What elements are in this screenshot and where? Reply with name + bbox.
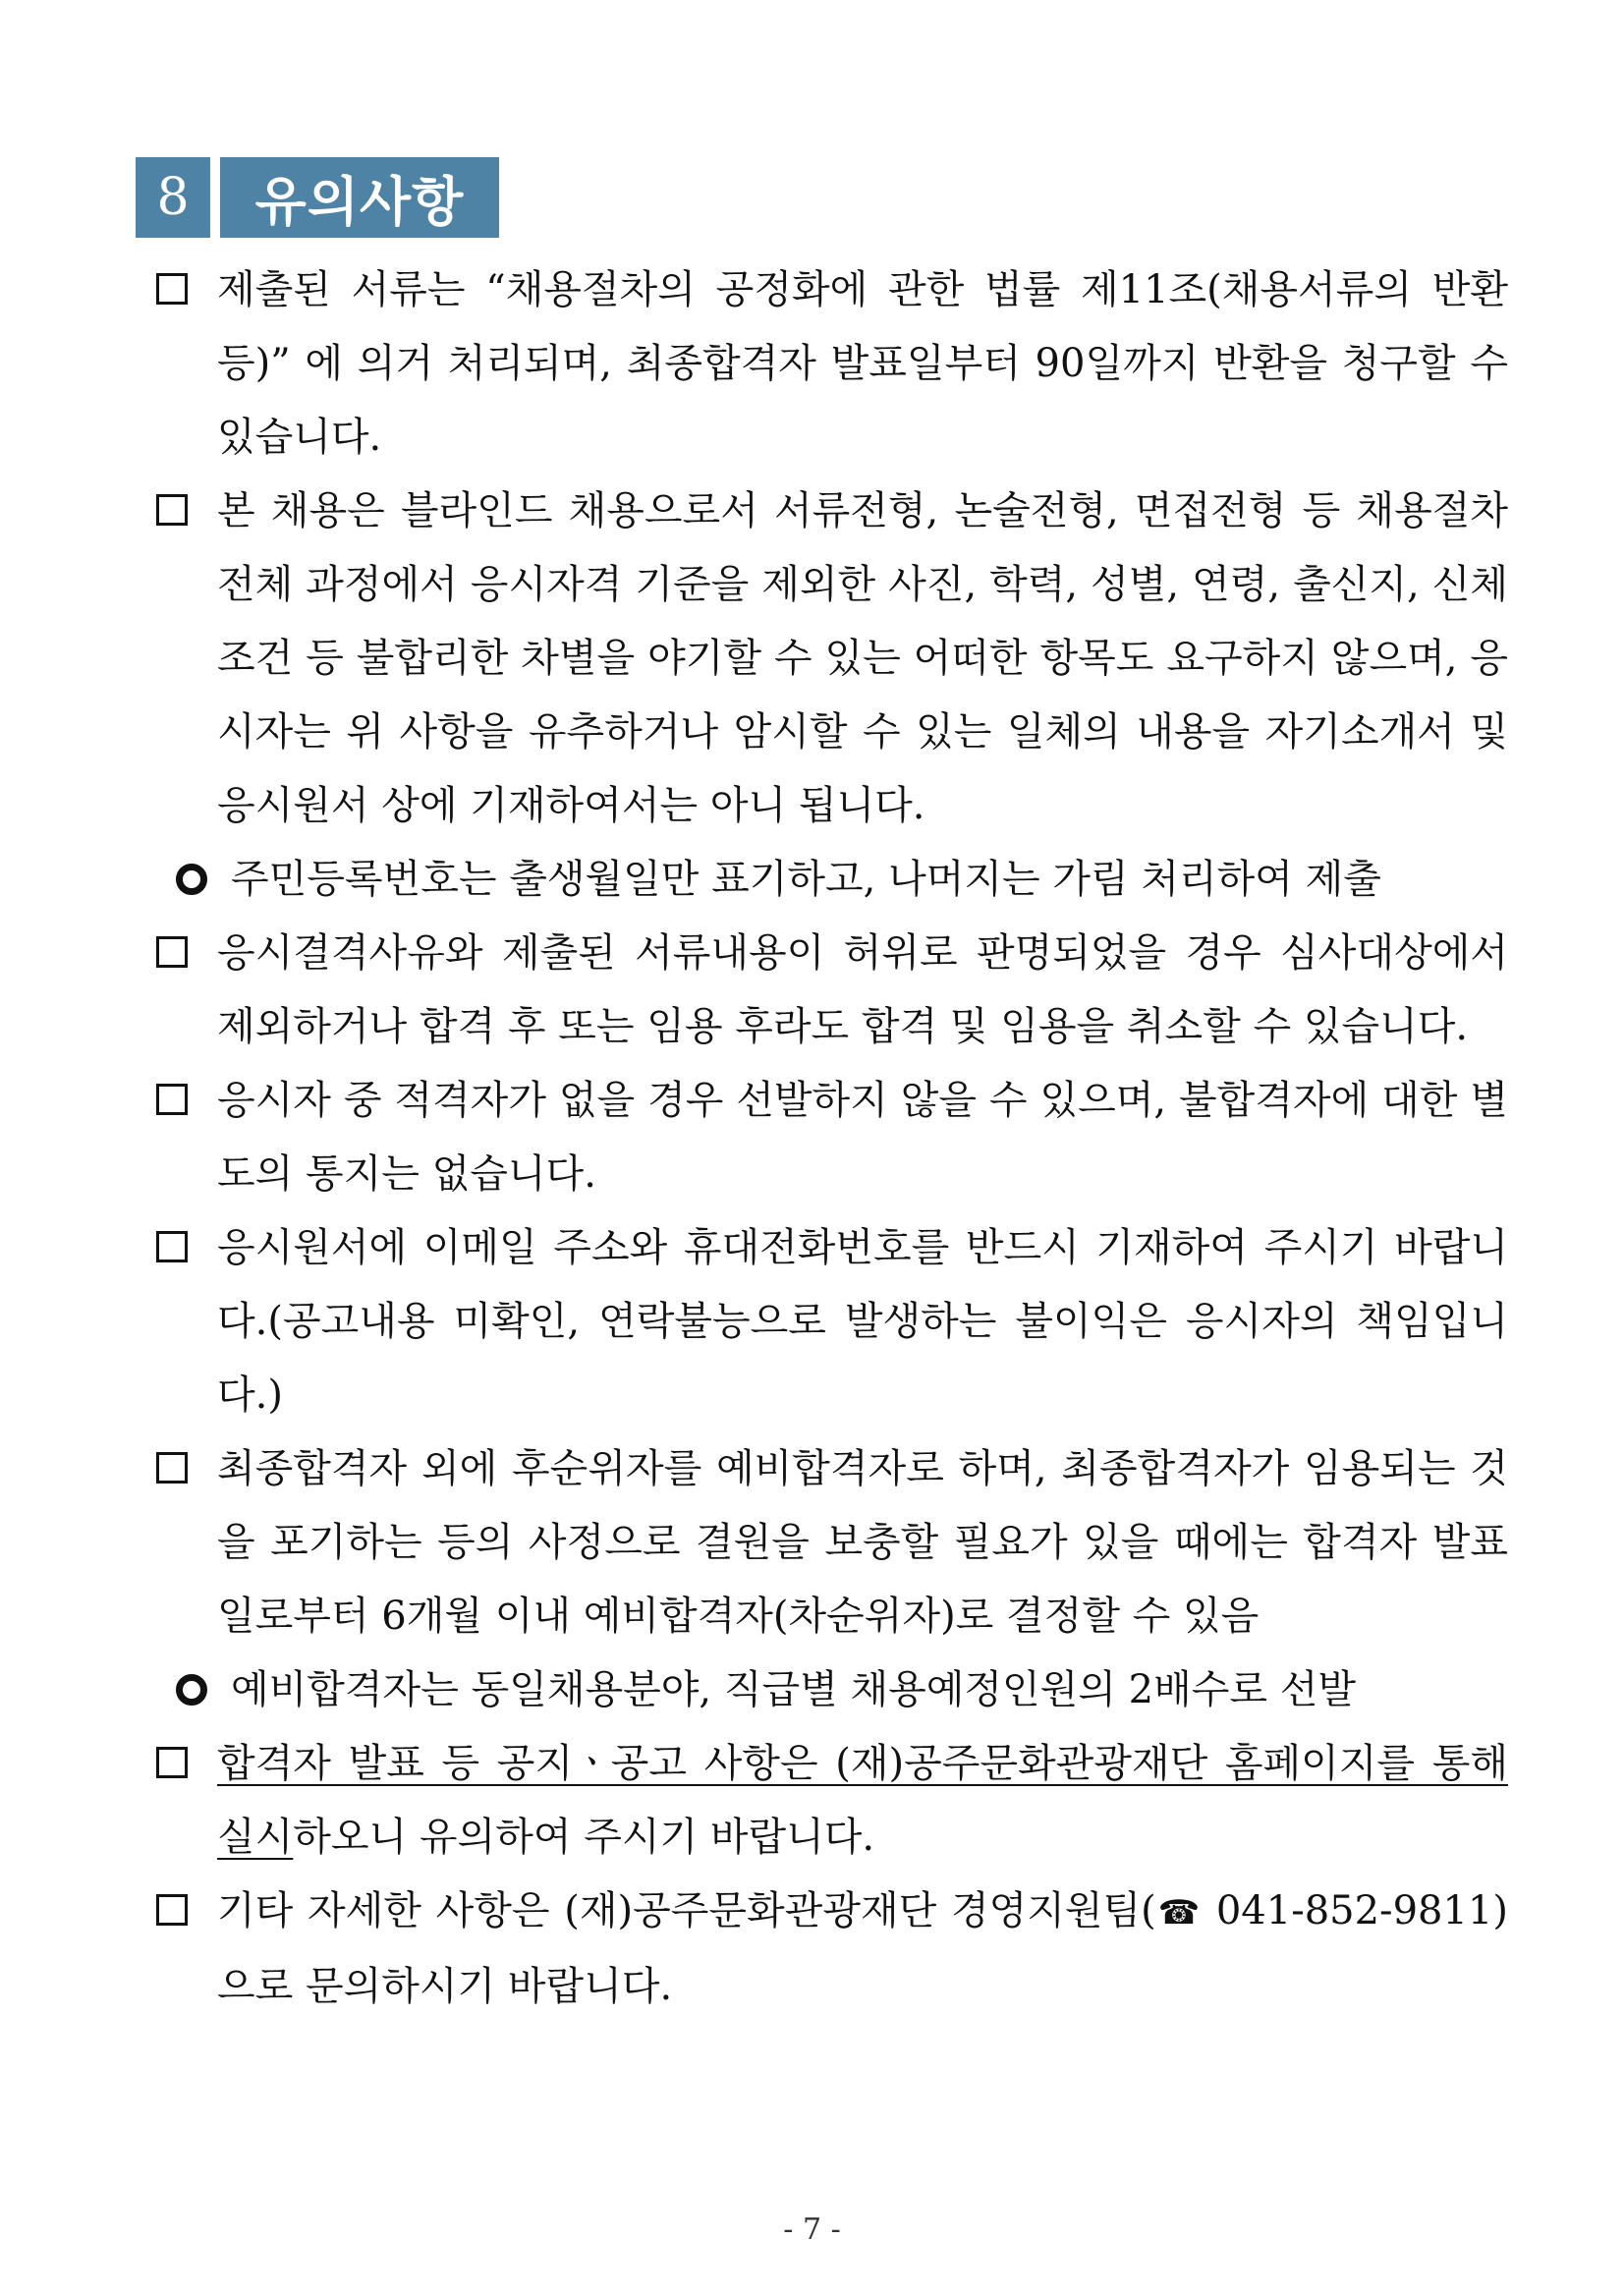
notice-item: 기타 자세한 사항은 (재)공주문화관광재단 경영지원팀(☎ 041-852-9811) 으로 문의하시기 바랍니다. <box>152 1875 1508 2024</box>
phone-number: 041-852-9811) <box>1215 1888 1508 1933</box>
checkbox-bullet-icon <box>156 1894 188 1926</box>
checkbox-bullet-icon <box>156 936 188 968</box>
notice-subitem: 주민등록번호는 출생월일만 표기하고, 나머지는 가림 처리하여 제출 <box>152 843 1508 917</box>
underlined-notice-text: 합격자 발표 등 공지ㆍ공고 사항은 (재)공주문화관광재단 홈페이지를 통해 실시 <box>217 1741 1508 1860</box>
section-title: 유의사항 <box>220 157 499 238</box>
notice-item: 본 채용은 블라인드 채용으로서 서류전형, 논술전형, 면접전형 등 채용절차 전체 과정에서 응시자격 기준을 제외한 사진, 학력, 성별, 연령, 출신지, 신체조건 등 불합리한 차별을 야기할 수 있는 어떠한 항목도 요구하지 않으며, 응시자는 위 사항을 유추하거나 암시할 수 있는 일체의 내용을 자기소개서 및 응시원서 상에 기재하여서는 아니 됩니다. <box>152 475 1508 843</box>
checkbox-bullet-icon <box>156 1452 188 1484</box>
telephone-icon: ☎ <box>1155 1893 1203 1932</box>
notice-item: 응시결격사유와 제출된 서류내용이 허위로 판명되었을 경우 심사대상에서 제외하거나 합격 후 또는 임용 후라도 합격 및 임용을 취소할 수 있습니다. <box>152 917 1508 1064</box>
notice-item: 응시자 중 적격자가 없을 경우 선발하지 않을 수 있으며, 불합격자에 대한 별도의 통지는 없습니다. <box>152 1064 1508 1211</box>
section-number: 8 <box>136 157 210 238</box>
circle-bullet-icon <box>176 1674 207 1706</box>
checkbox-bullet-icon <box>156 273 188 305</box>
page-number: - 7 - <box>783 2212 841 2247</box>
checkbox-bullet-icon <box>156 1084 188 1115</box>
notice-item: 합격자 발표 등 공지ㆍ공고 사항은 (재)공주문화관광재단 홈페이지를 통해 실시하오니 유의하여 주시기 바랍니다. <box>152 1727 1508 1875</box>
checkbox-bullet-icon <box>156 494 188 526</box>
notice-list <box>152 253 1508 2024</box>
notice-subitem: 예비합격자는 동일채용분야, 직급별 채용예정인원의 2배수로 선발 <box>152 1653 1508 1727</box>
circle-bullet-icon <box>176 864 207 895</box>
notice-item: 최종합격자 외에 후순위자를 예비합격자로 하며, 최종합격자가 임용되는 것을 포기하는 등의 사정으로 결원을 보충할 필요가 있을 때에는 합격자 발표일로부터 6개월 이내 예비합격자(차순위자)로 결정할 수 있음 <box>152 1432 1508 1653</box>
checkbox-bullet-icon <box>156 1231 188 1262</box>
checkbox-bullet-icon <box>156 1747 188 1778</box>
notice-item: 제출된 서류는 “채용절차의 공정화에 관한 법률 제11조(채용서류의 반환 등)” 에 의거 처리되며, 최종합격자 발표일부터 90일까지 반환을 청구할 수 있습니다. <box>152 253 1508 475</box>
section-header <box>136 157 499 238</box>
notice-item: 응시원서에 이메일 주소와 휴대전화번호를 반드시 기재하여 주시기 바랍니다.(공고내용 미확인, 연락불능으로 발생하는 불이익은 응시자의 책임입니다.) <box>152 1211 1508 1432</box>
